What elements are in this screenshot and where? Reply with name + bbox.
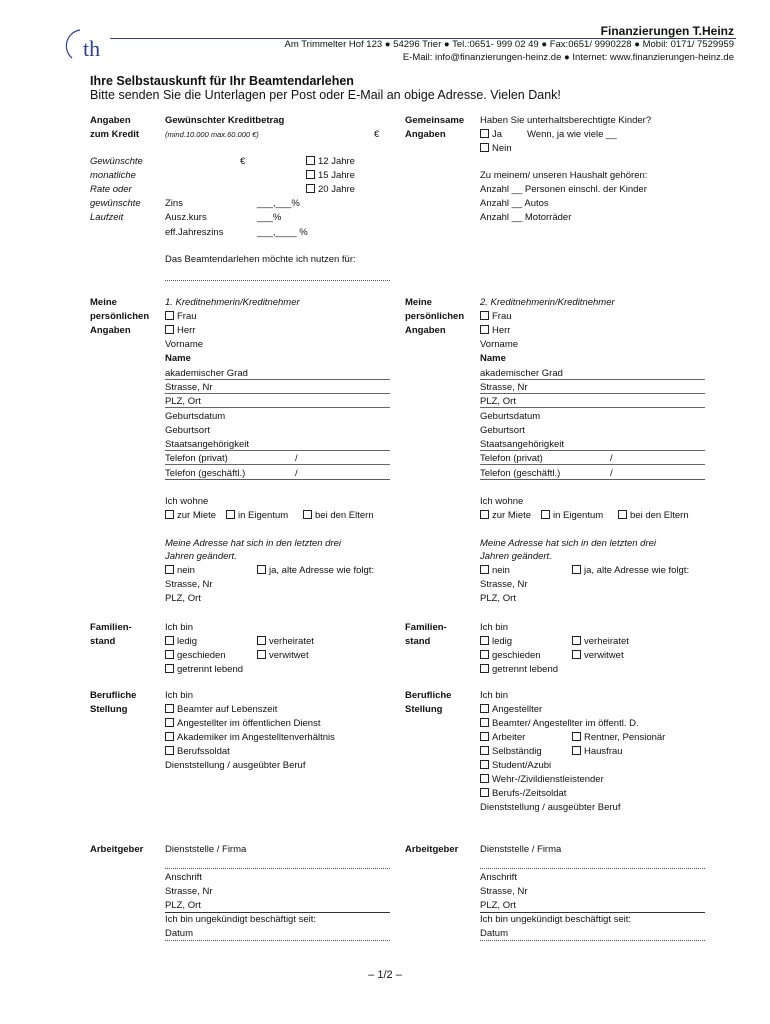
checkbox-icon[interactable] xyxy=(165,650,174,659)
checkbox-icon[interactable] xyxy=(165,565,174,574)
kids-question: Haben Sie unterhaltsberechtigte Kinder? xyxy=(480,115,652,126)
amount-euro: € xyxy=(374,129,380,140)
p2-firma-line[interactable] xyxy=(480,868,705,869)
p2-job-angestellter[interactable]: Angestellter xyxy=(480,703,542,716)
checkbox-icon[interactable] xyxy=(572,650,581,659)
p1-herr[interactable]: Herr xyxy=(165,324,195,337)
credit-label-2: zum Kredit xyxy=(90,129,140,140)
p1-getrennt[interactable]: getrennt lebend xyxy=(165,663,243,676)
p2-frau[interactable]: Frau xyxy=(480,310,512,323)
p1-field-6: Geburtsort xyxy=(165,424,210,436)
checkbox-icon[interactable] xyxy=(480,718,489,727)
checkbox-icon[interactable] xyxy=(480,510,489,519)
p2-job-beruf: Dienststellung / ausgeübter Beruf xyxy=(480,802,621,813)
p2-field-line-7[interactable] xyxy=(480,450,705,451)
p1-title: 1. Kreditnehmerin/Kreditnehmer xyxy=(165,297,300,308)
p1-phone-slash: / xyxy=(295,467,298,479)
p1-verheiratet[interactable]: verheiratet xyxy=(257,635,314,648)
personal-label-0: Meine xyxy=(90,297,117,308)
p2-miete[interactable]: zur Miete xyxy=(480,509,531,522)
checkbox-icon[interactable] xyxy=(480,311,489,320)
rate-label-2: Rate oder xyxy=(90,184,132,195)
family-label-2: stand xyxy=(90,636,116,647)
ausz-field[interactable]: ___% xyxy=(257,212,282,223)
checkbox-icon[interactable] xyxy=(165,325,174,334)
p2-moved-1: Meine Adresse hat sich in den letzten drei xyxy=(480,538,657,549)
term-15[interactable]: 15 Jahre xyxy=(306,169,355,182)
rate-label-1: monatliche xyxy=(90,170,136,181)
p2-field-line-3[interactable] xyxy=(480,393,705,394)
p2-job-rentner[interactable]: Rentner, Pensionär xyxy=(572,731,665,744)
checkbox-icon[interactable] xyxy=(572,732,581,741)
p1-field-1: Name xyxy=(165,353,191,365)
checkbox-icon[interactable] xyxy=(480,788,489,797)
checkbox-icon[interactable] xyxy=(480,325,489,334)
p2-wohne: Ich wohne xyxy=(480,496,524,507)
p1-field-line-7[interactable] xyxy=(165,450,390,451)
p2-firma: Dienststelle / Firma xyxy=(480,844,562,855)
checkbox-icon[interactable] xyxy=(306,170,315,179)
p2-field-8: Telefon (privat) xyxy=(480,453,543,465)
p2-field-6: Geburtsort xyxy=(480,424,525,436)
p2-title: 2. Kreditnehmerin/Kreditnehmer xyxy=(480,297,615,308)
p1-firma: Dienststelle / Firma xyxy=(165,844,247,855)
logo-text: th xyxy=(83,36,101,61)
p2-job-arbeiter[interactable]: Arbeiter xyxy=(480,731,525,744)
p1-geschieden[interactable]: geschieden xyxy=(165,649,226,662)
p1-moved-ja[interactable]: ja, alte Adresse wie folgt: xyxy=(257,564,374,577)
employer-label: Arbeitgeber xyxy=(405,844,459,855)
p2-emp-plz: PLZ, Ort xyxy=(480,899,705,913)
checkbox-icon[interactable] xyxy=(480,650,489,659)
personal-label-0: Meine xyxy=(405,297,432,308)
zins-field[interactable]: ___,___% xyxy=(257,198,300,209)
checkbox-icon[interactable] xyxy=(480,129,489,138)
p1-datum-line[interactable] xyxy=(165,940,390,941)
persons-count: Anzahl __ Personen einschl. der Kinder xyxy=(480,184,647,195)
checkbox-icon[interactable] xyxy=(480,760,489,769)
job-label-2: Stellung xyxy=(90,704,128,715)
p2-getrennt[interactable]: getrennt lebend xyxy=(480,663,558,676)
p2-field-1: Name xyxy=(480,353,506,365)
p2-field-9: Telefon (geschäftl.) xyxy=(480,467,561,479)
p1-job-ichbin: Ich bin xyxy=(165,690,193,701)
checkbox-icon[interactable] xyxy=(165,718,174,727)
checkbox-icon[interactable] xyxy=(257,636,266,645)
p2-moved-ja[interactable]: ja, alte Adresse wie folgt: xyxy=(572,564,689,577)
p1-family-ichbin: Ich bin xyxy=(165,622,193,633)
p1-old-strasse: Strasse, Nr xyxy=(165,579,213,590)
amount-label: Gewünschter Kreditbetrag xyxy=(165,115,285,126)
p1-anschrift: Anschrift xyxy=(165,872,202,883)
p2-field-line-end[interactable] xyxy=(480,479,705,480)
checkbox-icon[interactable] xyxy=(165,704,174,713)
p1-field-2: akademischer Grad xyxy=(165,367,248,379)
p2-field-5: Geburtsdatum xyxy=(480,410,541,422)
term-20[interactable]: 20 Jahre xyxy=(306,183,355,196)
checkbox-icon[interactable] xyxy=(165,636,174,645)
checkbox-icon[interactable] xyxy=(303,510,312,519)
personal-label-2: Angaben xyxy=(405,325,446,336)
common-label-2: Angaben xyxy=(405,129,446,140)
p1-job-3[interactable]: Berufssoldat xyxy=(165,745,230,758)
p1-frau[interactable]: Frau xyxy=(165,310,197,323)
p2-moved-nein[interactable]: nein xyxy=(480,564,510,577)
checkbox-icon[interactable] xyxy=(480,143,489,152)
p1-phone-slash: / xyxy=(295,453,298,465)
autos-count: Anzahl __ Autos xyxy=(480,198,549,209)
p2-ledig[interactable]: ledig xyxy=(480,635,512,648)
page-title: Ihre Selbstauskunft für Ihr Beamtendarlehen xyxy=(90,74,354,88)
job-label-1: Berufliche xyxy=(90,690,137,701)
p2-seit: Ich bin ungekündigt beschäftigt seit: xyxy=(480,914,632,925)
p1-verwitwet[interactable]: verwitwet xyxy=(257,649,309,662)
checkbox-icon[interactable] xyxy=(165,732,174,741)
checkbox-icon[interactable] xyxy=(257,565,266,574)
p1-job-0[interactable]: Beamter auf Lebenszeit xyxy=(165,703,277,716)
checkbox-icon[interactable] xyxy=(306,184,315,193)
p2-verwitwet[interactable]: verwitwet xyxy=(572,649,624,662)
rate-label-3: gewünschte xyxy=(90,198,141,209)
checkbox-icon[interactable] xyxy=(165,664,174,673)
p2-old-plz: PLZ, Ort xyxy=(480,593,516,604)
p1-eltern[interactable]: bei den Eltern xyxy=(303,509,374,522)
p1-field-line-3[interactable] xyxy=(165,393,390,394)
family-label-1: Familien- xyxy=(405,622,447,633)
p2-field-2: akademischer Grad xyxy=(480,367,563,379)
p2-field-line-4[interactable] xyxy=(480,407,705,408)
p1-field-line-end[interactable] xyxy=(165,479,390,480)
checkbox-icon[interactable] xyxy=(572,565,581,574)
eff-label: eff.Jahreszins xyxy=(165,227,224,238)
p2-job-selbst[interactable]: Selbständig xyxy=(480,745,542,758)
p1-field-9: Telefon (geschäftl.) xyxy=(165,467,246,479)
p2-herr[interactable]: Herr xyxy=(480,324,510,337)
p1-field-8: Telefon (privat) xyxy=(165,453,228,465)
ausz-label: Ausz.kurs xyxy=(165,212,207,223)
p1-moved-2: Jahren geändert. xyxy=(165,551,237,562)
personal-label-1: persönlichen xyxy=(405,311,465,322)
p1-field-4: PLZ, Ort xyxy=(165,396,201,408)
family-label-1: Familien- xyxy=(90,622,132,633)
kids-ja[interactable]: Ja xyxy=(480,128,502,141)
p2-old-strasse: Strasse, Nr xyxy=(480,579,528,590)
p2-phone-slash: / xyxy=(610,467,613,479)
checkbox-icon[interactable] xyxy=(480,774,489,783)
checkbox-icon[interactable] xyxy=(226,510,235,519)
credit-label-1: Angaben xyxy=(90,115,131,126)
checkbox-icon[interactable] xyxy=(618,510,627,519)
p1-moved-1: Meine Adresse hat sich in den letzten drei xyxy=(165,538,342,549)
checkbox-icon[interactable] xyxy=(480,636,489,645)
checkbox-icon[interactable] xyxy=(480,664,489,673)
p2-phone-slash: / xyxy=(610,453,613,465)
p2-job-student[interactable]: Student/Azubi xyxy=(480,759,551,772)
motor-count: Anzahl __ Motorräder xyxy=(480,212,572,223)
kids-count: Wenn, ja wie viele __ xyxy=(527,129,617,140)
p2-eltern[interactable]: bei den Eltern xyxy=(618,509,689,522)
p2-field-line-2[interactable] xyxy=(480,379,705,380)
checkbox-icon[interactable] xyxy=(165,746,174,755)
common-label-1: Gemeinsame xyxy=(405,115,465,126)
p1-field-7: Staatsangehörigkeit xyxy=(165,439,249,451)
p2-eigentum[interactable]: in Eigentum xyxy=(541,509,603,522)
checkbox-icon[interactable] xyxy=(165,311,174,320)
rate-euro: € xyxy=(240,156,246,167)
purpose-label: Das Beamtendarlehen möchte ich nutzen für: xyxy=(165,254,356,265)
checkbox-icon[interactable] xyxy=(572,636,581,645)
p1-emp-strasse: Strasse, Nr xyxy=(165,886,213,897)
p2-field-0: Vorname xyxy=(480,339,519,350)
p1-job-beruf: Dienststellung / ausgeübter Beruf xyxy=(165,760,306,771)
p2-field-7: Staatsangehörigkeit xyxy=(480,439,564,451)
p1-field-line-4[interactable] xyxy=(165,407,390,408)
p1-datum: Datum xyxy=(165,928,193,939)
p2-field-line-8[interactable] xyxy=(480,464,705,465)
p1-ledig[interactable]: ledig xyxy=(165,635,197,648)
address-line: Am Trimmelter Hof 123 ● 54296 Trier ● Tel.:0651- 999 02 49 ● Fax:0651/ 9990228 ● Mobil: 0171/ 7529959 xyxy=(284,39,734,50)
p2-job-berufs[interactable]: Berufs-/Zeitsoldat xyxy=(480,787,566,800)
zins-label: Zins xyxy=(165,198,183,209)
job-label-2: Stellung xyxy=(405,704,443,715)
p2-job-ichbin: Ich bin xyxy=(480,690,508,701)
p1-field-3: Strasse, Nr xyxy=(165,381,213,393)
p1-wohne: Ich wohne xyxy=(165,496,209,507)
p2-datum-line[interactable] xyxy=(480,940,705,941)
p2-anschrift: Anschrift xyxy=(480,872,517,883)
p1-field-5: Geburtsdatum xyxy=(165,410,226,422)
term-12[interactable]: 12 Jahre xyxy=(306,155,355,168)
job-label-1: Berufliche xyxy=(405,690,452,701)
p1-field-line-8[interactable] xyxy=(165,464,390,465)
eff-field[interactable]: ___,____ % xyxy=(257,227,308,238)
p2-moved-2: Jahren geändert. xyxy=(480,551,552,562)
contact-line: E-Mail: info@finanzierungen-heinz.de ● Internet: www.finanzierungen-heinz.de xyxy=(402,52,734,63)
p2-job-beamter[interactable]: Beamter/ Angestellter im öffentl. D. xyxy=(480,717,639,730)
checkbox-icon[interactable] xyxy=(165,510,174,519)
p2-emp-strasse: Strasse, Nr xyxy=(480,886,528,897)
p1-eigentum[interactable]: in Eigentum xyxy=(226,509,288,522)
checkbox-icon[interactable] xyxy=(480,732,489,741)
checkbox-icon[interactable] xyxy=(306,156,315,165)
p1-old-plz: PLZ, Ort xyxy=(165,593,201,604)
p2-job-wehr[interactable]: Wehr-/Zivildienstleistender xyxy=(480,773,604,786)
household-label: Zu meinem/ unseren Haushalt gehören: xyxy=(480,170,648,181)
p1-moved-nein[interactable]: nein xyxy=(165,564,195,577)
company-name: Finanzierungen T.Heinz xyxy=(600,24,734,38)
checkbox-icon[interactable] xyxy=(480,565,489,574)
family-label-2: stand xyxy=(405,636,431,647)
p1-job-2[interactable]: Akademiker im Angestelltenverhältnis xyxy=(165,731,335,744)
checkbox-icon[interactable] xyxy=(541,510,550,519)
p2-geschieden[interactable]: geschieden xyxy=(480,649,541,662)
p2-field-3: Strasse, Nr xyxy=(480,381,528,393)
page-subtitle: Bitte senden Sie die Unterlagen per Post oder E-Mail an obige Adresse. Vielen Dank! xyxy=(90,88,561,102)
kids-nein[interactable]: Nein xyxy=(480,142,512,155)
p1-field-0: Vorname xyxy=(165,339,204,350)
p1-job-1[interactable]: Angestellter im öffentlichen Dienst xyxy=(165,717,320,730)
purpose-line[interactable] xyxy=(165,280,390,281)
personal-label-1: persönlichen xyxy=(90,311,150,322)
amount-hint: (mind.10.000 max.60.000 €) xyxy=(165,130,259,139)
p1-seit: Ich bin ungekündigt beschäftigt seit: xyxy=(165,914,317,925)
rate-label-4: Laufzeit xyxy=(90,212,124,223)
rate-label-0: Gewünschte xyxy=(90,156,143,167)
p2-field-4: PLZ, Ort xyxy=(480,396,516,408)
checkbox-icon[interactable] xyxy=(480,704,489,713)
p1-firma-line[interactable] xyxy=(165,868,390,869)
checkbox-icon[interactable] xyxy=(572,746,581,755)
page-number: – 1/2 – xyxy=(368,969,402,981)
logo xyxy=(58,24,118,64)
p2-job-haus[interactable]: Hausfrau xyxy=(572,745,623,758)
personal-label-2: Angaben xyxy=(90,325,131,336)
p1-emp-plz: PLZ, Ort xyxy=(165,899,390,913)
p2-datum: Datum xyxy=(480,928,508,939)
checkbox-icon[interactable] xyxy=(480,746,489,755)
p1-field-line-2[interactable] xyxy=(165,379,390,380)
checkbox-icon[interactable] xyxy=(257,650,266,659)
p2-family-ichbin: Ich bin xyxy=(480,622,508,633)
employer-label: Arbeitgeber xyxy=(90,844,144,855)
p1-miete[interactable]: zur Miete xyxy=(165,509,216,522)
p2-verheiratet[interactable]: verheiratet xyxy=(572,635,629,648)
